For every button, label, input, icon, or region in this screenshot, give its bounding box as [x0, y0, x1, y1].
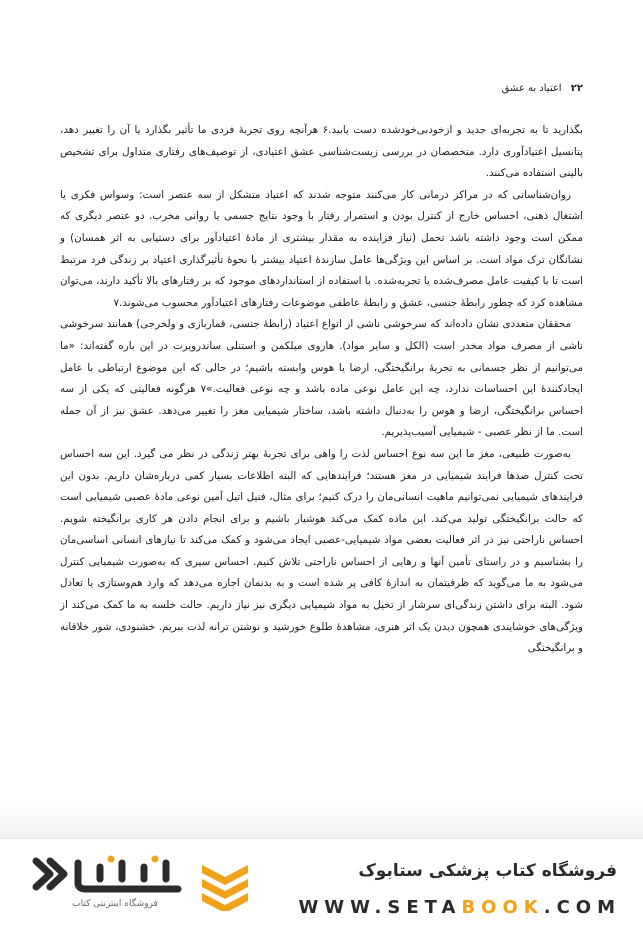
book-logo-icon — [202, 857, 248, 911]
store-footer — [0, 838, 643, 927]
setabook-logo-icon — [28, 849, 193, 899]
url-part-3: .COM — [543, 897, 621, 918]
body-text — [60, 120, 583, 660]
paragraph-2: روان‌شناسانی که در مراکز درمانی کار می‌کنند متوجه شدند که اعتیاد متشکل از سه عنصر است: وسواس فکری یا اشتغال ذهنی، احساس خارج از کنترل بودن و استمرار رفتار با وجود نتایج جسمی یا روانی مخرب. دو عنصر دیگری که ممکن است وجود داشته باشد تحمل (نیاز فزاینده به مقدار بیشتری از مادهٔ اعتیادآور برای دستیابی به اثر همسان) و نشانگان ترک مواد است. بر اساس این ویژگی‌ها عامل سازندهٔ اعتیاد بیشتر با نحوهٔ تأثیرگذاری اعتیاد بر زندگی فرد مرتبط است تا با کیفیت عامل مصرف‌شده یا تجربه‌شده. با استفاده از استانداردهای موجود که بر رفتارهای بالا تأکید دارند، می‌توان مشاهده کرد که چطور رابطهٔ جنسی، عشق و رابطهٔ عاطفی‌ موضوعات رفتارهای اعتیادآور محسوب می‌شوند.۷ — [60, 188, 583, 309]
paragraph-3: محققان متعددی نشان داده‌اند که سرخوشی ناشی از انواع اعتیاد (رابطهٔ جنسی، قماربازی و ولخرجی) همانند سرخوشی ناشی از مصرف مواد مخدر است (الکل و سایر مواد). هاروی میلکمن و استنلی ساندرویرت در این باره گفته‌اند: «ما می‌توانیم از نظر جسمانی به تجربهٔ برانگیختگی، ارضا یا هوس وابسته باشیم؛ در حالی که این موضوع ارتباطی با عامل ایجادکنندهٔ این احساسات ندارد، چه این عامل نوعی ماده باشد و چه نوعی فعالیت.»۷ هرگونه فعالیتی که یکی از سه احساس برانگیختگی، ارضا و هوس را به‌دنبال داشته باشد، ساختار شیمیایی مغز را تغییر می‌دهد. عشق نیز از آن جمله است. ما از نظر عصبی - شیمیایی آسیب‌پذیریم. — [60, 318, 584, 439]
page-number: ۲۲ — [570, 83, 583, 94]
url-part-1: WWW.SETA — [298, 897, 462, 918]
url-part-2: BOOK — [461, 897, 544, 918]
logo-tagline: فروشگاه اینترنتی کتاب — [72, 899, 158, 909]
book-title: اعتیاد به عشق — [501, 83, 562, 94]
paragraph-1: بگذارید تا به تجربه‌ای جدید و ازخودبی‌خودشده دست یابید.۶ هرآنچه روی تجربهٔ فردی ما تأثیر بگذارد یا آن را تغییر دهد، پتانسیل اعتیادآوری دارد. متخصصان در بررسی زیست‌شناسی عشق اعتیادی، از توصیف‌های رفتاری متداول برای تشخیص بالینی استفاده می‌کنند. — [60, 124, 583, 180]
store-name: فروشگاه کتاب پزشکی ستابوک — [358, 861, 617, 881]
paragraph-4: به‌صورت طبیعی، مغز ما این سه نوع احساس لذت را واهی برای تجربهٔ بهتر زندگی در نظر می گیرد. این سه احساس تحت کنترل صدها فرایند شیمیایی در مغز هستند؛ فرایندهایی که البته اطلاعات بسیار کمی درباره‌شان داریم. بدون این فرایندهای شیمیایی نمی‌توانیم ماهیت انسانی‌مان را درک کنیم؛ برای مثال، فنیل اتیل آمین نوعی مادهٔ عصبی شیمیایی است که حالت برانگیختگی تولید می‌کند. این ماده کمک می‌کند هوشیار باشیم و برای انجام دادن هر کاری برانگیخته شویم. احساس ناراحتی نیز در اثر فعالیت بعضی مواد شیمیایی-عصبی ایجاد می‌شود و کمک می‌کند تا نیازهای انسانی اساسی‌مان را بشناسیم و در راستای تأمین آنها و رهایی از احساس ناراحتی تلاش کنیم. احساس سیری که به‌صورت شیمیایی کنترل می‌شود به ما می‌گوید که ظرفیتمان به اندازهٔ کافی پر شده است و به بدنمان اجازه می‌دهد که وارد هم‌وستازی یا تعادل شود. البته برای داشتن زندگی‌ای سرشار از تخیل به مواد شیمیایی دیگری نیز نیاز داریم. حالت خلسه به ما کمک می‌کند از ویژگی‌های خوشایندی همچون دیدن یک اثر هنری، مشاهدهٔ طلوع خورشید و نوشتن ترانه لذت ببریم. خشنودی، شور خلاقانه و برانگیختگی — [60, 447, 583, 655]
running-head — [60, 83, 583, 94]
store-url[interactable] — [298, 897, 621, 918]
